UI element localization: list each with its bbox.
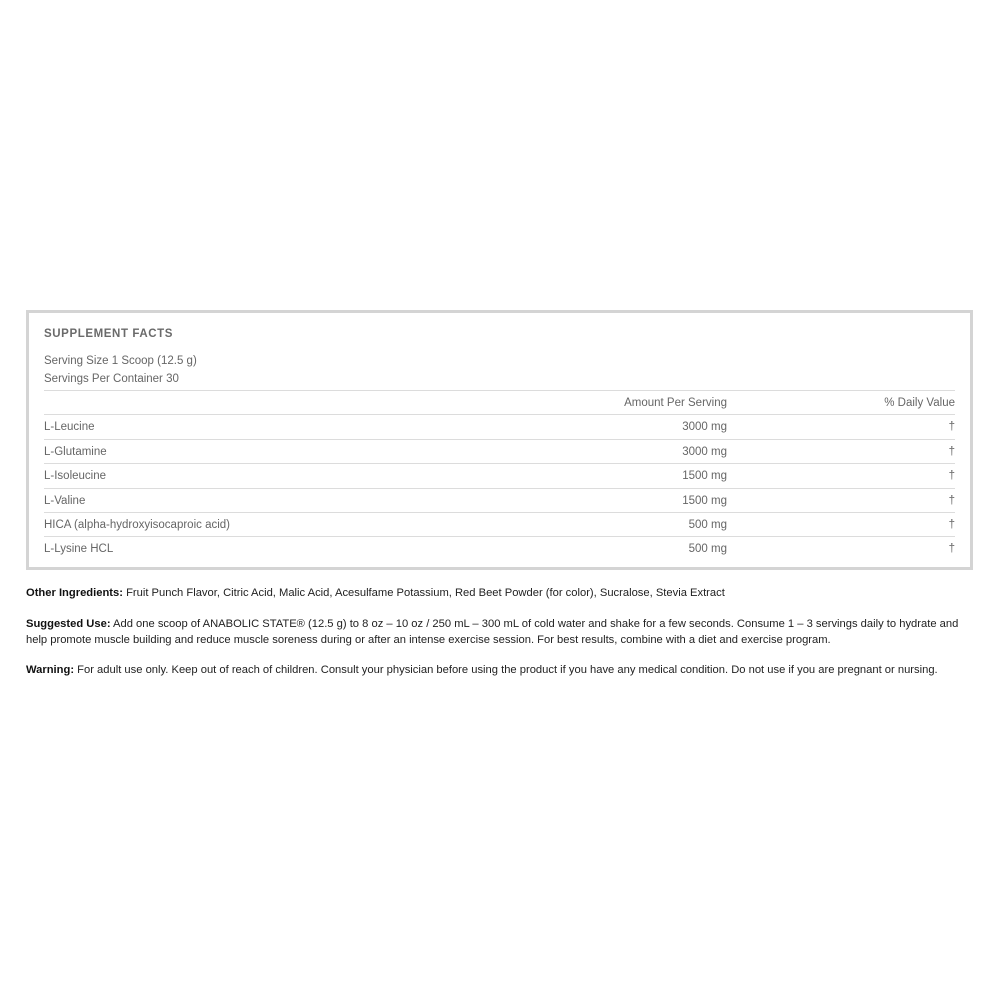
- ingredient-amount: 500 mg: [688, 543, 727, 556]
- ingredient-daily-value: †: [948, 445, 955, 458]
- suggested-use-text: Add one scoop of ANABOLIC STATE® (12.5 g) to 8 oz – 10 oz / 250 mL – 300 mL of cold water and shake for a few seconds. Consume 1 – 3 servings daily to hydrate and help promote muscle building and reduce muscle soreness during or after an intense exercise session. For best results, combine with a diet and exercise program.: [26, 618, 959, 646]
- ingredient-daily-value: †: [948, 494, 955, 507]
- other-ingredients-label: Other Ingredients:: [26, 587, 123, 599]
- supplement-facts-table: [44, 390, 955, 561]
- ingredient-name: L-Lysine HCL: [44, 543, 114, 556]
- ingredient-name: HICA (alpha-hydroxyisocaproic acid): [44, 518, 230, 531]
- ingredient-name: L-Valine: [44, 494, 86, 507]
- table-row: [44, 536, 955, 560]
- daily-value-header: % Daily Value: [884, 397, 955, 409]
- amount-per-serving-header: Amount Per Serving: [624, 397, 727, 409]
- table-header-row: [44, 390, 955, 414]
- ingredient-amount: 1500 mg: [682, 470, 727, 483]
- table-row: [44, 488, 955, 512]
- serving-size: Serving Size 1 Scoop (12.5 g): [44, 355, 197, 367]
- warning-label: Warning:: [26, 664, 75, 676]
- warning-paragraph: [26, 662, 976, 678]
- ingredient-amount: 3000 mg: [682, 445, 727, 458]
- supplement-facts-title: SUPPLEMENT FACTS: [44, 328, 174, 340]
- other-ingredients-text: Fruit Punch Flavor, Citric Acid, Malic Acid, Acesulfame Potassium, Red Beet Powder (for color), Sucralose, Stevia Extract: [122, 587, 725, 599]
- ingredient-name: L-Isoleucine: [44, 470, 107, 483]
- ingredient-daily-value: †: [948, 518, 955, 531]
- warning-text: For adult use only. Keep out of reach of children. Consult your physician before using the product if you have any medical condition. Do not use if you are pregnant or nursing.: [74, 664, 938, 676]
- ingredient-name: L-Glutamine: [44, 445, 107, 458]
- ingredient-daily-value: †: [948, 543, 955, 556]
- ingredient-name: L-Leucine: [44, 421, 95, 434]
- ingredient-daily-value: †: [948, 421, 955, 434]
- ingredient-daily-value: †: [948, 470, 955, 483]
- table-row: [44, 512, 955, 536]
- table-row: [44, 463, 955, 487]
- servings-per-container: Servings Per Container 30: [44, 373, 179, 385]
- suggested-use-paragraph: [26, 616, 976, 648]
- table-row: [44, 414, 955, 438]
- other-ingredients-paragraph: [26, 585, 976, 601]
- table-row: [44, 439, 955, 463]
- ingredient-amount: 1500 mg: [682, 494, 727, 507]
- suggested-use-label: Suggested Use:: [26, 618, 111, 630]
- ingredient-amount: 3000 mg: [682, 421, 727, 434]
- ingredient-amount: 500 mg: [688, 518, 727, 531]
- supplement-facts-panel: [26, 310, 973, 570]
